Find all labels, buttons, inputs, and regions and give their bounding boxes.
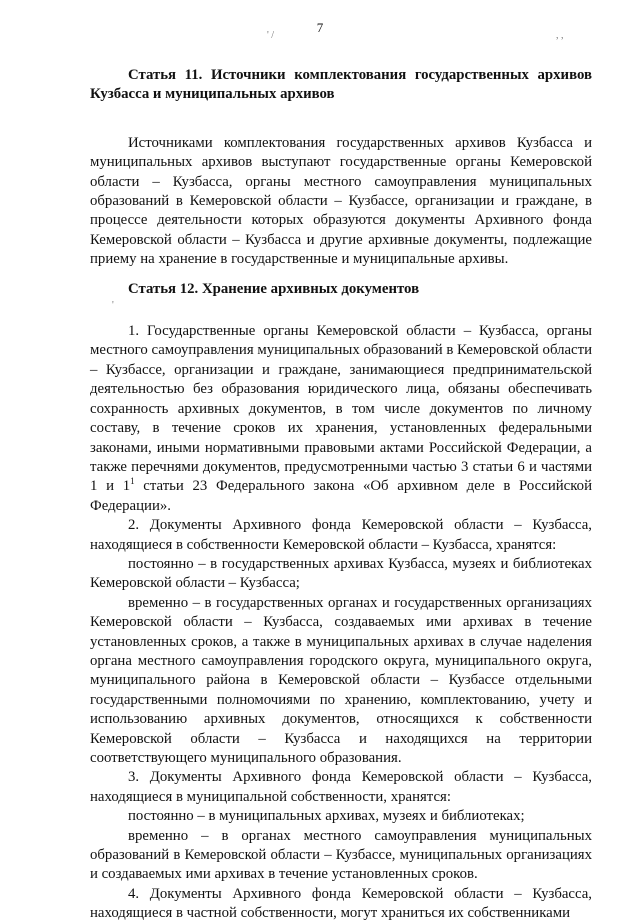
- article-12-paragraph-3-permanent: постоянно – в муниципальных архивах, музеях и библиотеках;: [128, 808, 525, 825]
- article-11-text: Источниками комплектования государственных архивов Кузбасса и муниципальных архивов выступают государственные органы Кемеровской области – Кузбасса, органы местного самоуправления муниципальных образований в Кемеровской области – Кузбассе, организации и граждане, в процессе деятельности которых образуются документы Архивного фонда Кемеровской области – Кузбасса и другие архивные документы, подлежащие приему на хранение в государственные и муниципальные архивы.: [90, 134, 592, 268]
- article-12-paragraph-1-main: 1. Государственные органы Кемеровской области – Кузбасса, органы местного самоуправления муниципальных образований в Кемеровской области – Кузбассе, организации и граждане, занимающиеся предпринимательской деятельностью без образования юридического лица, обязаны обеспечивать сохранность архивных документов, в том числе документов по личному составу, в течение сроков их хранения, установленных федеральными законами, иными нормативными правовыми актами Российской Федерации, а также перечнями документов, предусмотренными частью 3 статьи 6 и частями 1 и 1: [90, 323, 593, 495]
- article-12-paragraph-2-permanent: постоянно – в государственных архивах Кузбасса, музеях и библиотеках Кемеровской области – Кузбасса;: [90, 555, 592, 592]
- article-12-paragraph-2-temporary: временно – в государственных органах и государственных организациях Кемеровской области – Кузбасса, создаваемых ими архивах в течение установленных сроков, а также в муниципальных архивах в случае наделения органа местного самоуправления городского округа, муниципального округа, муниципального района в Кемеровской области – Кузбассе отдельными государственными полномочиями по хранению, комплектованию, учету и использованию архивных документов, относящихся к собственности Кемеровской области – Кузбасса и находящихся на территории соответствующего муниципального образования.: [90, 594, 592, 766]
- document-body: [90, 66, 592, 924]
- article-12-paragraph-3: 3. Документы Архивного фонда Кемеровской области – Кузбасса, находящиеся в муниципальной собственности, хранятся:: [90, 769, 592, 805]
- scan-mark-right: , ,: [556, 30, 564, 41]
- scan-mark-side: ': [112, 300, 114, 311]
- article-11-heading: Статья 11. Источники комплектования государственных архивов Кузбасса и муниципальных архивов: [90, 67, 592, 103]
- scan-mark-left: ' /: [267, 30, 275, 41]
- article-12-paragraph-1-superscript: 1: [130, 476, 135, 487]
- article-12-paragraph-1-tail: статьи 23 Федерального закона «Об архивном деле в Российской Федерации».: [90, 478, 592, 514]
- article-12-paragraph-1: [90, 322, 592, 516]
- article-12-paragraph-2: 2. Документы Архивного фонда Кемеровской области – Кузбасса, находящиеся в собственности Кемеровской области – Кузбасса, хранятся:: [90, 517, 592, 553]
- article-12-paragraph-4: 4. Документы Архивного фонда Кемеровской области – Кузбасса, находящиеся в частной собственности, могут храниться их собственниками: [90, 885, 592, 922]
- article-12-paragraph-3-temporary: временно – в органах местного самоуправления муниципальных образований в Кемеровской области – Кузбассе, муниципальных организациях и создаваемых ими архивах в течение установленных сроков.: [90, 827, 592, 883]
- page-number: 7: [316, 20, 324, 35]
- article-12-heading: Статья 12. Хранение архивных документов: [128, 280, 420, 297]
